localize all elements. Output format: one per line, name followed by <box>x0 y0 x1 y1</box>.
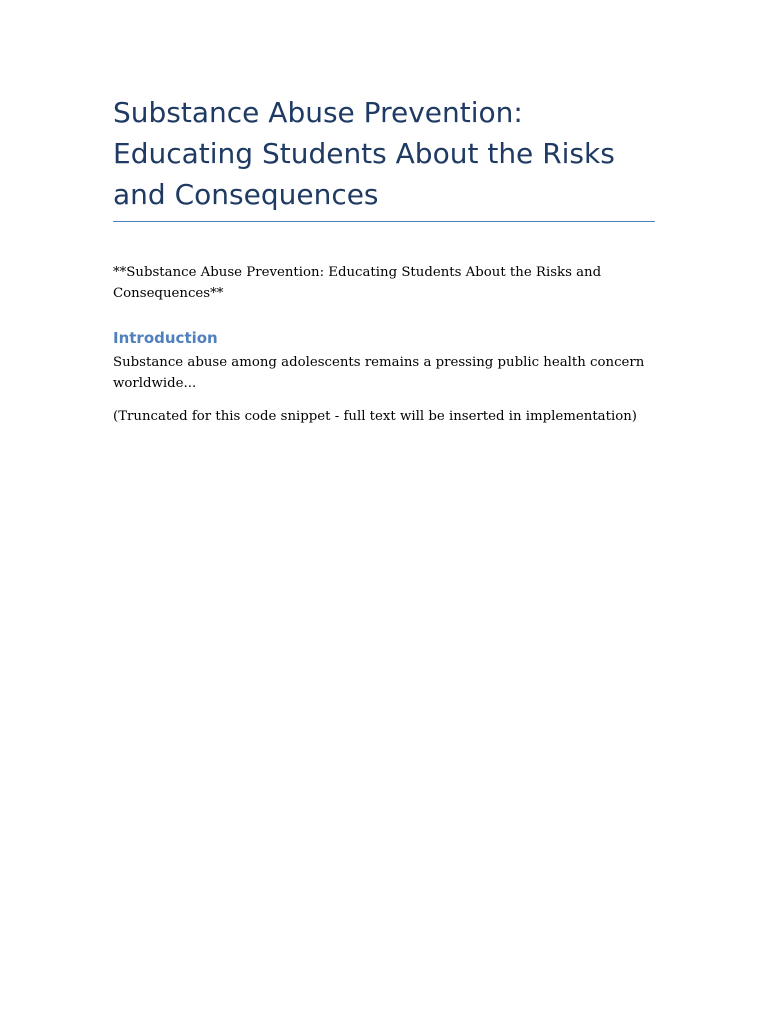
body-paragraph: (Truncated for this code snippet - full text will be inserted in implementation) <box>113 409 637 424</box>
document-page <box>113 92 655 439</box>
title-underline-divider <box>113 221 655 222</box>
section-introduction <box>113 328 655 427</box>
document-title: Substance Abuse Prevention: Educating Students About the Risks and Consequences <box>113 96 615 211</box>
subtitle-paragraph: **Substance Abuse Prevention: Educating Students About the Risks and Consequences** <box>113 265 602 301</box>
section-heading: Introduction <box>113 329 218 347</box>
body-paragraph: Substance abuse among adolescents remains a pressing public health concern worldwide... <box>113 355 645 391</box>
